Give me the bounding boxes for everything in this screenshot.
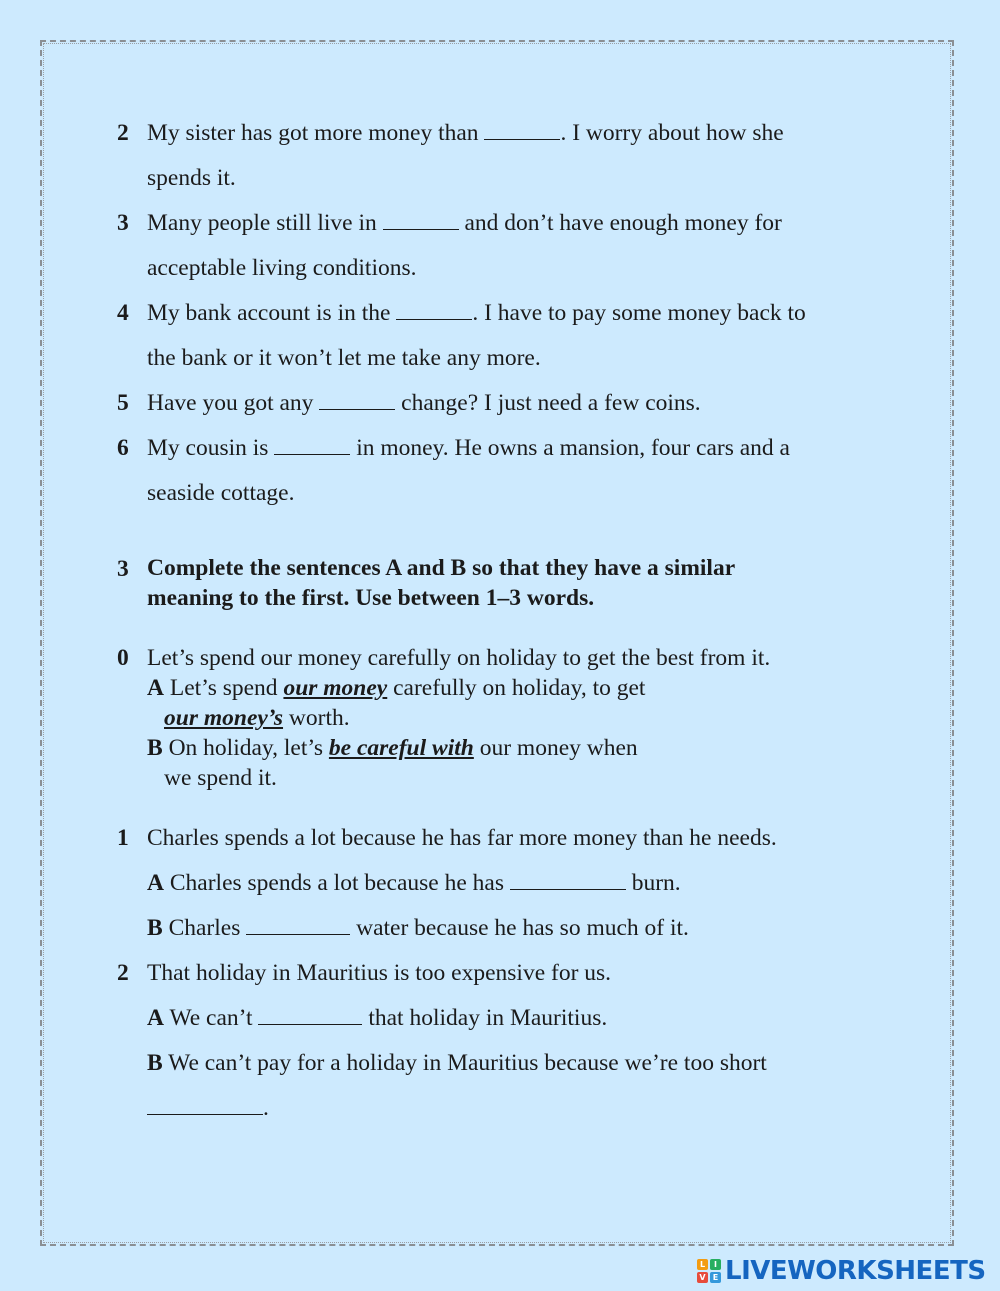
item-6-line2: seaside cottage.	[147, 480, 295, 506]
blank-input[interactable]	[246, 914, 350, 935]
question-number: 1	[117, 825, 129, 851]
q2-sentence: That holiday in Mauritius is too expensive for us.	[147, 960, 612, 986]
example-number: 0	[117, 645, 129, 671]
item-5-line1: Have you got any change? I just need a few coins.	[147, 390, 701, 416]
logo-icon	[697, 1259, 721, 1283]
item-4-line2: the bank or it won’t let me take any more.	[147, 345, 541, 371]
q1-a: A Charles spends a lot because he has burn.	[147, 870, 681, 896]
logo-icon-letter: L	[697, 1259, 708, 1270]
example-answer: our money	[283, 675, 388, 701]
brand-name: LIVEWORKSHEETS	[725, 1256, 986, 1286]
item-3-line2: acceptable living conditions.	[147, 255, 417, 281]
logo-icon-letter: V	[697, 1272, 708, 1283]
item-number: 4	[117, 300, 129, 326]
example-sentence: Let’s spend our money carefully on holiday to get the best from it.	[147, 645, 771, 671]
q1-sentence: Charles spends a lot because he has far more money than he needs.	[147, 825, 777, 851]
exercise-instruction-line1: Complete the sentences A and B so that they have a similar	[147, 555, 736, 581]
example-b-line1: B On holiday, let’s be careful with our money when	[147, 735, 638, 761]
blank-input[interactable]	[396, 299, 472, 320]
exercise-number: 3	[117, 556, 129, 582]
example-answer: our money’s	[164, 705, 284, 731]
item-2-line1: My sister has got more money than . I worry about how she	[147, 120, 784, 146]
item-6-line1: My cousin is in money. He owns a mansion, four cars and a	[147, 435, 790, 461]
example-a-line2: our money’s worth.	[164, 705, 350, 731]
example-a-line1: A Let’s spend our money carefully on holiday, to get	[147, 675, 646, 701]
blank-input[interactable]	[484, 119, 560, 140]
item-3-line1: Many people still live in and don’t have enough money for	[147, 210, 782, 236]
q2-b-line2: .	[147, 1094, 269, 1122]
blank-input[interactable]	[258, 1004, 362, 1025]
q2-b: B We can’t pay for a holiday in Mauritius because we’re too short	[147, 1050, 767, 1076]
blank-input[interactable]	[510, 869, 626, 890]
blank-input[interactable]	[383, 209, 459, 230]
question-number: 2	[117, 960, 129, 986]
item-number: 2	[117, 120, 129, 146]
example-b-line2: we spend it.	[164, 765, 277, 791]
logo-icon-letter: E	[710, 1272, 721, 1283]
item-number: 5	[117, 390, 129, 416]
q1-b: B Charles water because he has so much of it.	[147, 915, 689, 941]
logo-icon-letter: I	[710, 1259, 721, 1270]
blank-input[interactable]	[319, 389, 395, 410]
item-number: 6	[117, 435, 129, 461]
item-4-line1: My bank account is in the . I have to pay some money back to	[147, 300, 806, 326]
example-answer: be careful with	[328, 735, 474, 761]
blank-input[interactable]	[274, 434, 350, 455]
q2-a: A We can’t that holiday in Mauritius.	[147, 1005, 608, 1031]
exercise-instruction-line2: meaning to the first. Use between 1–3 words.	[147, 585, 595, 611]
item-number: 3	[117, 210, 129, 236]
liveworksheets-logo[interactable]	[697, 1256, 986, 1286]
item-2-line2: spends it.	[147, 165, 236, 191]
blank-input[interactable]	[147, 1094, 263, 1115]
